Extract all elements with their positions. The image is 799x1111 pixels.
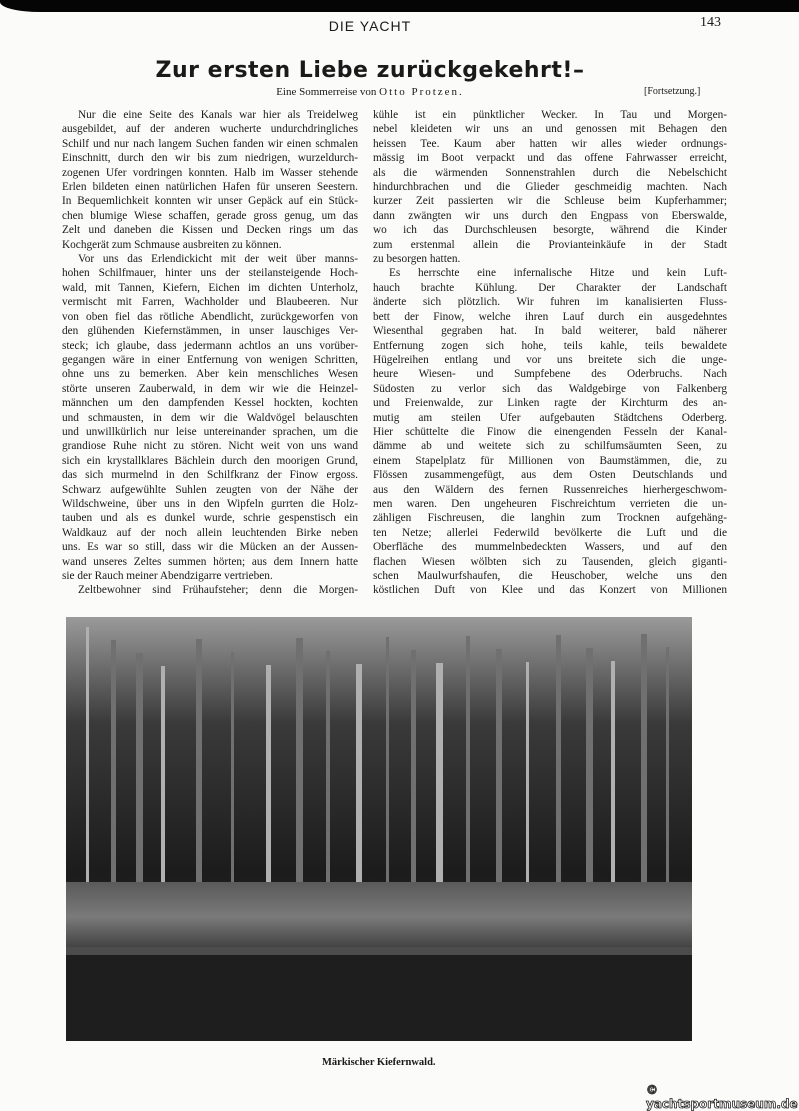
subtitle-prefix: Eine Sommerreise von (276, 86, 377, 98)
text-line: schen Maulwurfshaufen, die Heuschober, welche uns den (373, 570, 727, 582)
tree-trunk (556, 635, 561, 887)
tree-trunk (466, 636, 470, 887)
tree-trunk (111, 640, 116, 887)
text-line: Zelt und daneben die Kissen und Decken rings um das (62, 224, 358, 237)
text-line: ohne uns zu bemerken. Aber kein menschliches Wesen (62, 368, 358, 381)
tree-trunk (586, 648, 593, 887)
text-line: bett der Finow, welche ihren Lauf durch ein ausgedehntes (373, 310, 727, 323)
text-line: kurzer Zeit passierten wir die Schleuse beim Kupferhammer; (373, 195, 727, 208)
text-line: Vor uns das Erlendickicht mit der weit über manns- (78, 253, 358, 266)
watermark-logo: © yachtsportmuseum.de (646, 1083, 798, 1111)
text-line: steck; ich glaube, dass jedermann achtlos an uns vorüber- (62, 339, 358, 352)
text-line: mutig am steilen Ufer aufgebauten Städtchens Oderberg. (373, 411, 727, 424)
tree-trunk (86, 627, 89, 887)
text-column-right (373, 108, 727, 598)
text-line: Hügelreihen entlang und vor uns breitete sich die unge- (373, 353, 727, 366)
text-line: änderte sich plötzlich. Wir fuhren im kanalisierten Fluss- (373, 296, 727, 309)
text-line: Erlen bildeten einen natürlichen Hafen für unseren Seestern. (62, 181, 358, 194)
forest-photo-drawing (66, 617, 692, 1041)
text-line: Waldkauz auf der noch allein leuchtenden Birke neben (62, 526, 358, 539)
scan-edge-shadow (0, 0, 799, 12)
text-line: heissen Tee. Kaum aber hatten wir alles wieder ordnungs- (373, 137, 727, 150)
text-line: zum erstenmal allein die Provianteinkäufe in der Stadt (373, 238, 727, 251)
text-line: Schilf und nur nach langem Suchen fanden wir einen schmalen (62, 137, 358, 150)
text-line: wand unseres Zeltes summen hörten; aus dem Innern hatte (62, 555, 358, 568)
text-line: kühle ist ein pünktlicher Wecker. In Tau und Morgen- (373, 109, 727, 121)
text-line: das sich murmelnd in den Schilfkranz der Finow ergoss. (62, 469, 358, 482)
text-line: nebel kleideten wir uns an und genossen mit Behagen den (373, 123, 727, 136)
text-line: ausgebildet, auf der anderen wucherte undurchdringliches (62, 123, 358, 136)
text-line: männchen um den dampfenden Kessel hockten, kochten (62, 397, 358, 410)
text-line: von oben fiel das rötliche Abendlicht, zurückgeworfen von (62, 310, 358, 323)
tree-trunk (136, 653, 143, 887)
continuation-note: [Fortsetzung.] (644, 86, 701, 97)
text-line: Schwarz aufgewühlte Suhlen zeugten von der Nähe der (62, 483, 358, 496)
text-line: chen blumige Wiese schaffen, gerade gross genug, um das (62, 209, 358, 222)
tree-trunk (526, 662, 529, 887)
text-line: Flössen zusammengefügt, aus dem Osten Deutschlands und (373, 469, 727, 482)
text-line: zu besorgen hatten. (373, 253, 461, 266)
text-line: Kochgerät zum Schmause ausbreiten zu können. (62, 238, 282, 251)
text-line: und schmausten, in dem wir die Waldvögel belauschten (62, 411, 358, 424)
article-subtitle (0, 86, 740, 98)
tree-trunk (326, 651, 330, 887)
text-line: aus den Wäldern des fernen Russenreiches hierhergeschwom- (373, 483, 727, 496)
text-line: In Bequemlichkeit konnten wir unser Gepäck auf ein Stück- (62, 195, 358, 208)
canal-bank (66, 947, 692, 955)
text-line: vermischt mit Farren, Wachholder und Blaubeeren. Nur (62, 296, 358, 309)
tree-trunk (641, 634, 647, 887)
text-line: ten Netze; allerlei Federwild bevölkerte die Luft und die (373, 526, 727, 539)
text-line: Einschnitt, durch den wir bis zum niedrigen, wurzeldurch- (62, 152, 358, 165)
text-line: und Freienwalde, zur Linken ragte der Kirchturm des an- (373, 397, 727, 410)
text-line: wo ich das Durchschleusen besorgte, während die Kinder (373, 224, 727, 237)
tree-trunk (411, 650, 416, 887)
text-line: dämme ab und weitete sich zu schilfumsäumten Seen, zu (373, 440, 727, 453)
page-number: 143 (700, 15, 721, 30)
text-line: hindurchbrachen und die Glieder geschmeidig machten. Nach (373, 181, 727, 194)
text-line: einem Stapelplatz für Millionen von Baumstämmen, die, zu (373, 454, 727, 467)
text-line: Hier schüttelte die Finow die einengenden Fesseln der Kanal- (373, 425, 727, 438)
text-line: sich ein krystallklares Bächlein durch den moorigen Grund, (62, 454, 358, 467)
tree-trunk (666, 647, 669, 887)
forest-photograph (66, 617, 692, 1041)
text-line: grandiose Ruhe nicht zu stören. Nicht weit von uns wand (62, 440, 358, 453)
tree-trunk (231, 652, 234, 887)
tree-trunk (296, 638, 303, 887)
text-line: Wildschweine, über uns in den Wipfeln gurrten die Holz- (62, 497, 358, 510)
text-line: sie der Rauch meiner Abendzigarre vertrieben. (62, 570, 273, 582)
article-title: Zur ersten Liebe zurückgekehrt!– (155, 58, 585, 83)
text-line: heure Wiesen- und Sumpfebene des Oderbruchs. Nach (373, 368, 727, 381)
text-line: hohen Schilfmauer, hinter uns der steilansteigende Hoch- (62, 267, 358, 280)
tree-trunk (611, 661, 615, 887)
text-line: dann zwängten wir uns durch den Engpass von Eberswalde, (373, 209, 727, 222)
tree-trunk (161, 666, 165, 887)
text-column-left (62, 108, 358, 598)
tree-trunk (496, 649, 502, 887)
tree-trunk (196, 639, 202, 887)
text-line: uns. Es war so still, dass wir die Mücken an der Aussen- (62, 541, 358, 554)
text-line: men waren. Den ungeheuren Fischreichtum verrieten die un- (373, 497, 727, 510)
author-name: Otto Protzen. (379, 86, 464, 98)
tree-trunk (386, 637, 389, 887)
text-line: zogenen Ufer vordringen konnten. Halb im Wasser stehende (62, 166, 358, 179)
text-line: Wiesenthal gegraben hat. In bald weiterer, bald näherer (373, 325, 727, 338)
text-line: und unwillkürlich nur leise untereinander sprachen, um die (62, 425, 358, 438)
text-line: gegangen wäre in einer Entfernung von wenigen Schritten, (62, 353, 358, 366)
text-line: Nur die eine Seite des Kanals war hier als Treidelweg (78, 109, 358, 121)
text-line: hauch brachte Kühlung. Der Charakter der Landschaft (373, 281, 727, 294)
text-line: als die wärmenden Sonnenstrahlen durch die Nebelschicht (373, 166, 727, 179)
figure-caption: Märkischer Kiefernwald. (322, 1057, 436, 1068)
text-line: störte unseren Zauberwald, in dem wir wie die Heinzel- (62, 382, 358, 395)
text-line: Zeltbewohner sind Frühaufsteher; denn die Morgen- (78, 584, 358, 597)
text-line: köstlichen Duft von Klee und das Konzert von Millionen (373, 584, 727, 597)
tree-trunk (436, 663, 443, 887)
text-line: Oberfläche des mummelnbedeckten Wassers, und auf den (373, 541, 727, 554)
text-line: mässig im Boot verpackt und das offene Fahrwasser erreicht, (373, 152, 727, 165)
tree-trunk (356, 664, 362, 887)
text-line: tauben und als es dunkel wurde, schrie gespenstisch ein (62, 512, 358, 525)
text-line: den glühenden Kiefernstämmen, in unser lauschiges Ver- (62, 325, 358, 338)
canal-water (66, 947, 692, 1041)
text-line: zähligen Fischreusen, die langhin zum Trocknen aufgehäng- (373, 512, 727, 525)
text-line: flachen Wiesen wölbten sich zu Tausenden, gleich giganti- (373, 555, 727, 568)
text-line: Es herrschte eine infernalische Hitze und kein Luft- (389, 267, 727, 280)
running-title: DIE YACHT (328, 18, 412, 34)
text-line: wald, mit Tannen, Kiefern, Eichen im dichten Unterholz, (62, 281, 358, 294)
meadow (66, 882, 692, 952)
tree-trunk (266, 665, 271, 887)
text-line: Südosten zu verlor sich das Waldgebirge von Falkenberg (373, 382, 727, 395)
text-line: Entfernung zogen sich hohe, teils kahle, teils bewaldete (373, 339, 727, 352)
